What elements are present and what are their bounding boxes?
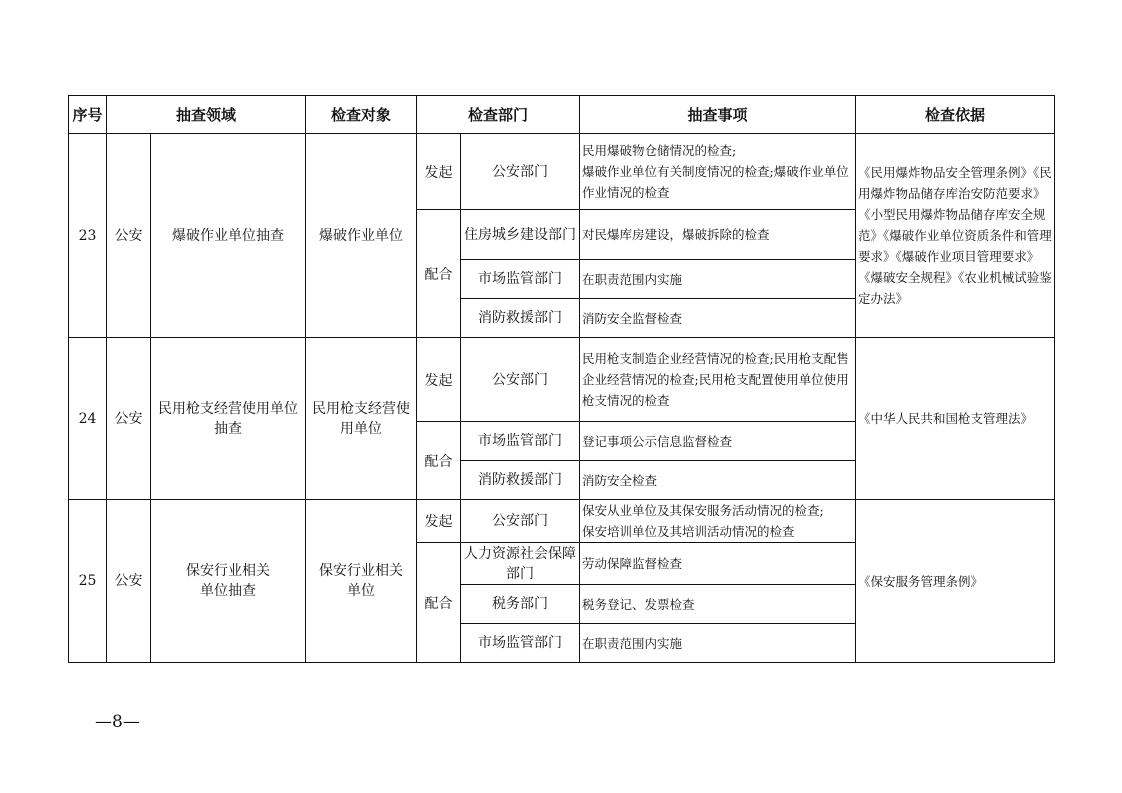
coop-dept: 市场监管部门: [461, 624, 580, 663]
row-category: 公安: [107, 134, 151, 338]
coop-item: 消防安全监督检查: [580, 299, 856, 338]
row-basis: 《民用爆炸物品安全管理条例》《民用爆炸物品储存库治安防范要求》《小型民用爆炸物品储存库安全规范》《爆破作业单位资质条件和管理要求》《爆破作业项目管理要求》《爆破安全规程》《农业机械试验鉴定办法》: [856, 134, 1055, 338]
inspection-table: [68, 95, 1055, 663]
initiate-dept: 公安部门: [461, 338, 580, 422]
table-row: [69, 338, 1055, 422]
row-category: 公安: [107, 500, 151, 663]
header-dept: 检查部门: [417, 96, 580, 134]
row-basis: 《保安服务管理条例》: [856, 500, 1055, 663]
header-basis: 检查依据: [856, 96, 1055, 134]
coop-item: 对民爆库房建设，爆破拆除的检查: [580, 210, 856, 260]
coop-dept: 税务部门: [461, 585, 580, 624]
coop-dept: 市场监管部门: [461, 422, 580, 461]
coop-item: 登记事项公示信息监督检查: [580, 422, 856, 461]
coop-label: 配合: [417, 422, 461, 500]
table-row: [69, 134, 1055, 210]
coop-item: 消防安全检查: [580, 461, 856, 500]
coop-dept: 消防救援部门: [461, 299, 580, 338]
initiate-item: 民用枪支制造企业经营情况的检查;民用枪支配售企业经营情况的检查;民用枪支配置使用单位使用枪支情况的检查: [580, 338, 856, 422]
header-seq: 序号: [69, 96, 107, 134]
initiate-label: 发起: [417, 338, 461, 422]
coop-label: 配合: [417, 210, 461, 338]
row-category: 公安: [107, 338, 151, 500]
header-item: 抽查事项: [580, 96, 856, 134]
row-field: 民用枪支经营使用单位抽查: [151, 338, 306, 500]
coop-label: 配合: [417, 543, 461, 663]
coop-item: 劳动保障监督检查: [580, 543, 856, 585]
row-basis: 《中华人民共和国枪支管理法》: [856, 338, 1055, 500]
row-object: 保安行业相关 单位: [306, 500, 417, 663]
initiate-item: 保安从业单位及其保安服务活动情况的检查; 保安培训单位及其培训活动情况的检查: [580, 500, 856, 543]
header-row: [69, 96, 1055, 134]
coop-dept: 人力资源社会保障部门: [461, 543, 580, 585]
coop-dept: 住房城乡建设部门: [461, 210, 580, 260]
coop-dept: 消防救援部门: [461, 461, 580, 500]
row-number: 24: [69, 338, 107, 500]
initiate-dept: 公安部门: [461, 134, 580, 210]
coop-dept: 市场监管部门: [461, 260, 580, 299]
initiate-label: 发起: [417, 500, 461, 543]
row-number: 23: [69, 134, 107, 338]
page-number: —8—: [95, 712, 140, 732]
initiate-label: 发起: [417, 134, 461, 210]
coop-item: 在职责范围内实施: [580, 260, 856, 299]
header-object: 检查对象: [306, 96, 417, 134]
row-object: 爆破作业单位: [306, 134, 417, 338]
initiate-dept: 公安部门: [461, 500, 580, 543]
coop-item: 在职责范围内实施: [580, 624, 856, 663]
row-object: 民用枪支经营使用单位: [306, 338, 417, 500]
row-field: 爆破作业单位抽查: [151, 134, 306, 338]
row-field: 保安行业相关 单位抽查: [151, 500, 306, 663]
table-row: [69, 500, 1055, 543]
header-field: 抽查领域: [107, 96, 306, 134]
row-number: 25: [69, 500, 107, 663]
coop-item: 税务登记、发票检查: [580, 585, 856, 624]
initiate-item: 民用爆破物仓储情况的检查; 爆破作业单位有关制度情况的检查;爆破作业单位作业情况的检查: [580, 134, 856, 210]
